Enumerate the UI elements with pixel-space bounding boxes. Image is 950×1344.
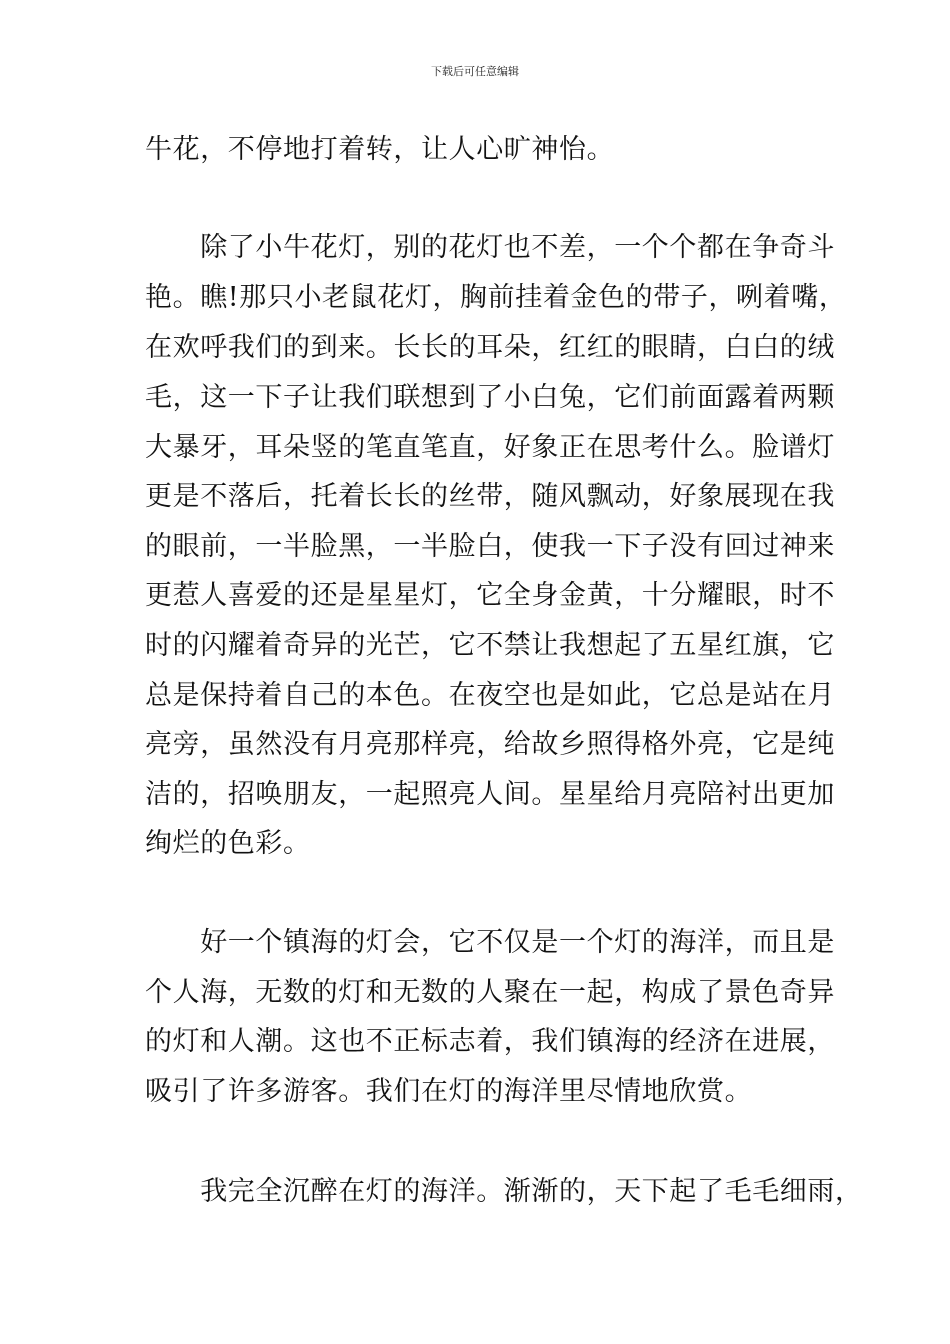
text-line: 绚烂的色彩。 [145,828,311,859]
text-line: 洁的，招唤朋友，一起照亮人间。星星给月亮陪衬出更加 [145,779,835,810]
text-line: 好一个镇海的灯会，它不仅是一个灯的海洋，而且是 [145,927,835,958]
text-line: 时的闪耀着奇异的光芒，它不禁让我想起了五星红旗，它 [145,630,835,661]
text-line: 艳。瞧!那只小老鼠花灯，胸前挂着金色的带子，咧着嘴， [145,282,847,313]
page-header: 下载后可任意编辑 [431,65,519,78]
text-line: 在欢呼我们的到来。长长的耳朵，红红的眼睛，白白的绒 [145,332,835,363]
text-line: 总是保持着自己的本色。在夜空也是如此，它总是站在月 [145,680,835,711]
text-line: 毛，这一下子让我们联想到了小白兔，它们前面露着两颗 [145,382,835,413]
text-line: 更惹人喜爱的还是星星灯，它全身金黄，十分耀眼，时不 [145,580,835,611]
text-line: 亮旁，虽然没有月亮那样亮，给故乡照得格外亮，它是纯 [145,729,835,760]
text-line: 除了小牛花灯，别的花灯也不差，一个个都在争奇斗 [145,232,835,263]
text-line: 牛花，不停地打着转，让人心旷神怡。 [145,134,615,165]
text-line: 个人海，无数的灯和无数的人聚在一起，构成了景色奇异 [145,977,835,1008]
text-line: 更是不落后，托着长长的丝带，随风飘动，好象展现在我 [145,481,835,512]
text-line: 吸引了许多游客。我们在灯的海洋里尽情地欣赏。 [145,1076,753,1107]
text-line: 的灯和人潮。这也不正标志着，我们镇海的经济在进展， [145,1026,835,1057]
text-line: 大暴牙，耳朵竖的笔直笔直，好象正在思考什么。脸谱灯 [145,432,835,463]
text-line: 我完全沉醉在灯的海洋。渐渐的，天下起了毛毛细雨， [145,1176,863,1207]
text-line: 的眼前，一半脸黑，一半脸白，使我一下子没有回过神来 [145,531,835,562]
